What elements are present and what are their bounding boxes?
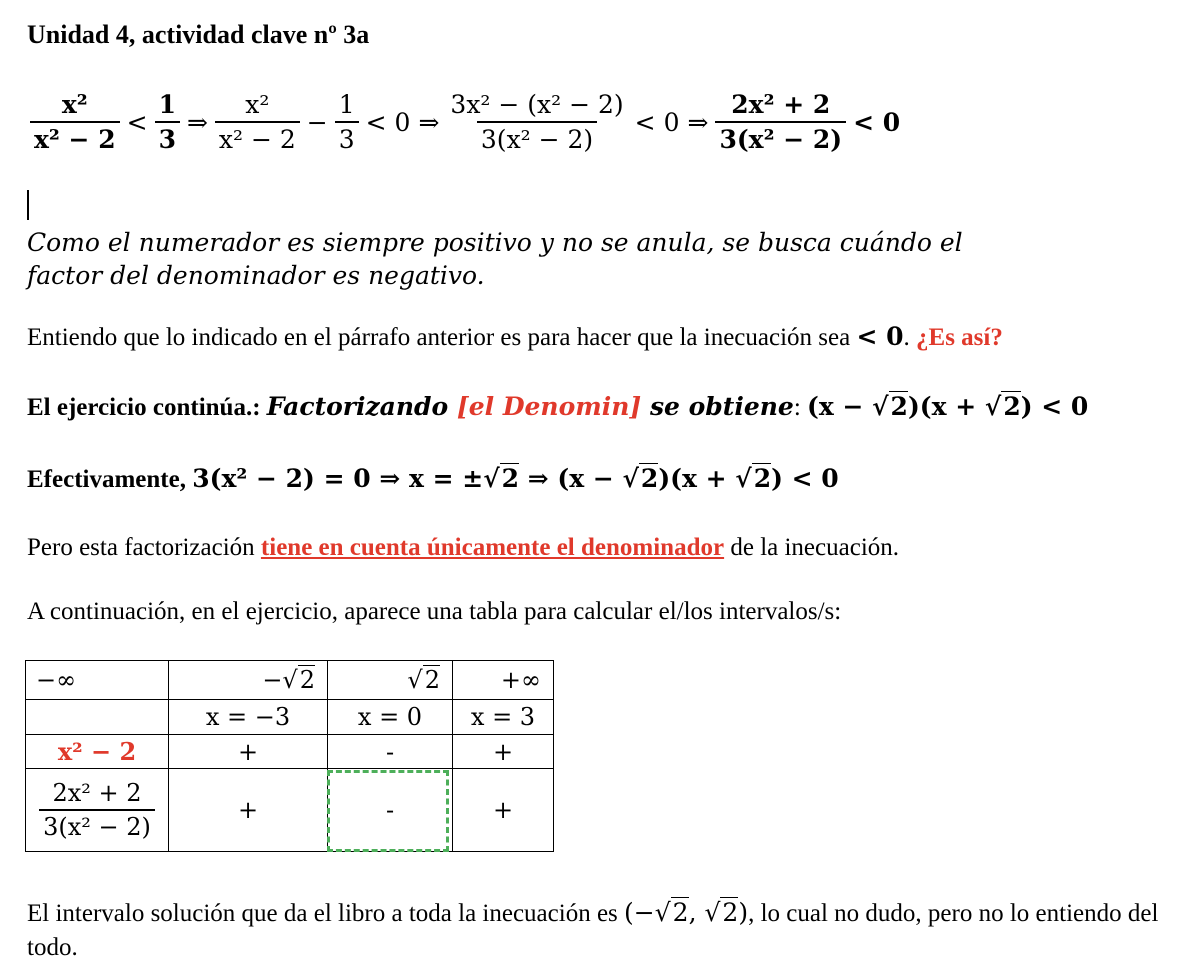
test-value: x = 0 xyxy=(328,700,453,735)
minus-sign: − xyxy=(306,107,328,137)
radicand: 2 xyxy=(1003,392,1021,421)
paragraph-lead: El ejercicio continúa.: xyxy=(27,394,267,421)
fraction-3 xyxy=(215,91,300,154)
text-cursor xyxy=(27,190,29,220)
sign-cell: - xyxy=(328,735,453,769)
minus-sign: − xyxy=(262,666,283,694)
row-label xyxy=(26,769,169,852)
radicand: 2 xyxy=(424,666,440,694)
fraction-4-numerator: 1 xyxy=(338,89,355,119)
factor-expr-a: (x − xyxy=(807,392,873,421)
paragraph-denominator-note xyxy=(27,534,899,562)
radicand: 2 xyxy=(672,898,689,927)
table-row-fraction xyxy=(26,769,554,852)
expr-part-2: ⇒ (x − xyxy=(519,464,623,493)
fraction-5 xyxy=(446,91,627,154)
fraction-1-denominator: x² − 2 xyxy=(30,121,120,154)
paragraph-text: de la inecuación. xyxy=(724,534,900,561)
underlined-highlight: tiene en cuenta únicamente el denominador xyxy=(260,534,725,561)
interval-comma: , xyxy=(688,898,705,927)
fraction-4 xyxy=(335,91,359,154)
less-than-zero: < 0 xyxy=(634,107,680,137)
question-highlight: ¿Es así? xyxy=(916,324,1003,351)
paragraph-text: Pero esta factorización xyxy=(27,534,261,561)
radicand: 2 xyxy=(640,464,659,493)
equation-chain xyxy=(27,82,904,162)
sign-cell: + xyxy=(453,735,554,769)
pos-infinity: +∞ xyxy=(453,661,554,700)
sqrt-two: √2 xyxy=(984,392,1021,421)
factor-expr-b: )(x + xyxy=(907,392,985,421)
sqrt-two: √2 xyxy=(622,464,659,493)
fraction-4-denominator: 3 xyxy=(335,121,359,154)
table-row-points xyxy=(26,661,554,700)
fraction-5-denominator: 3(x² − 2) xyxy=(477,121,597,154)
test-value: x = −3 xyxy=(169,700,328,735)
highlight-dashed-box xyxy=(327,770,449,852)
fraction-denominator: 3(x² − 2) xyxy=(39,809,155,840)
factor-word: Factorizando xyxy=(266,392,457,421)
sign-cell: + xyxy=(453,769,554,852)
fraction-numerator: 2x² + 2 xyxy=(52,778,142,807)
implies-sign: ⇒ xyxy=(418,107,440,137)
fraction-1 xyxy=(30,91,120,154)
radicand: 2 xyxy=(299,666,315,694)
paragraph-effectively xyxy=(27,464,839,494)
period: . xyxy=(903,324,917,351)
factor-expr-c: ) < 0 xyxy=(1020,392,1089,421)
table-row-tests xyxy=(26,700,554,735)
radicand: 2 xyxy=(890,392,908,421)
expr-part-1: 3(x² − 2) = 0 ⇒ x = ± xyxy=(192,464,484,493)
neg-infinity: −∞ xyxy=(26,661,169,700)
paragraph-factorization xyxy=(27,392,1088,422)
less-than-zero: < 0 xyxy=(365,107,411,137)
sqrt-two: √2 xyxy=(735,464,772,493)
expr-part-3: )(x + xyxy=(658,464,736,493)
fraction-2-denominator: 3 xyxy=(155,121,180,154)
sign-cell: + xyxy=(169,769,328,852)
fraction-6 xyxy=(715,91,846,154)
implies-sign: ⇒ xyxy=(687,107,709,137)
fraction-2 xyxy=(155,91,180,154)
table-row-factor xyxy=(26,735,554,769)
sqrt-two: √2 xyxy=(872,392,908,421)
radicand: 2 xyxy=(722,898,739,927)
paragraph-text: El intervalo solución que da el libro a toda la inecuación es xyxy=(27,900,625,927)
sqrt-two: √2 xyxy=(407,666,440,694)
paragraph-conclusion xyxy=(27,896,1167,965)
fraction-3-numerator: x² xyxy=(245,89,270,119)
interval-close: ) xyxy=(738,898,749,927)
paragraph-question xyxy=(27,322,1003,352)
sqrt-two: √2 xyxy=(704,898,739,927)
fraction-2-numerator: 1 xyxy=(158,89,176,119)
fraction-6-denominator: 3(x² − 2) xyxy=(715,121,846,154)
pos-sqrt-two xyxy=(328,661,453,700)
radicand: 2 xyxy=(753,464,772,493)
sqrt-two: √2 xyxy=(282,666,315,694)
empty-cell xyxy=(26,700,169,735)
row-label: x² − 2 xyxy=(26,735,169,769)
obtains-word: se obtiene xyxy=(641,392,794,421)
sign-cell: - xyxy=(328,769,453,852)
page-title: Unidad 4, actividad clave nº 3a xyxy=(27,20,370,49)
test-value: x = 3 xyxy=(453,700,554,735)
implies-sign: ⇒ xyxy=(186,107,208,137)
sqrt-two: √2 xyxy=(654,898,689,927)
less-than-zero-bold: < 0 xyxy=(853,107,901,137)
fraction-6-numerator: 2x² + 2 xyxy=(731,89,831,119)
fraction-5-numerator: 3x² − (x² − 2) xyxy=(450,89,624,119)
neg-sqrt-two xyxy=(169,661,328,700)
paragraph-table-intro: A continuación, en el ejercicio, aparece una tabla para calcular el/los intervalos/s: xyxy=(27,598,842,625)
fraction-1-numerator: x² xyxy=(61,89,88,119)
bracket-note: [el Denomin] xyxy=(456,392,642,421)
less-than-sign: < xyxy=(126,107,148,137)
expr-part-4: ) < 0 xyxy=(771,464,839,493)
paragraph-text: , lo cual no dudo, pero no lo entiendo del todo. xyxy=(27,900,1159,961)
colon: : xyxy=(793,394,808,421)
paragraph-lead: Efectivamente, xyxy=(27,466,193,493)
italic-note: Como el numerador es siempre positivo y no se anula, se busca cuándo el factor del denominador es negativo. xyxy=(27,228,963,290)
sign-table xyxy=(25,660,554,852)
radicand: 2 xyxy=(501,464,520,493)
sqrt-two: √2 xyxy=(483,464,520,493)
sign-cell: + xyxy=(169,735,328,769)
paragraph-text: Entiendo que lo indicado en el párrafo anterior es para hacer que la inecuación sea xyxy=(27,324,857,351)
fraction-3-denominator: x² − 2 xyxy=(215,121,300,154)
less-than-zero-bold: < 0 xyxy=(856,322,904,351)
interval-open: (− xyxy=(624,898,655,927)
fraction-row-label xyxy=(39,780,155,841)
